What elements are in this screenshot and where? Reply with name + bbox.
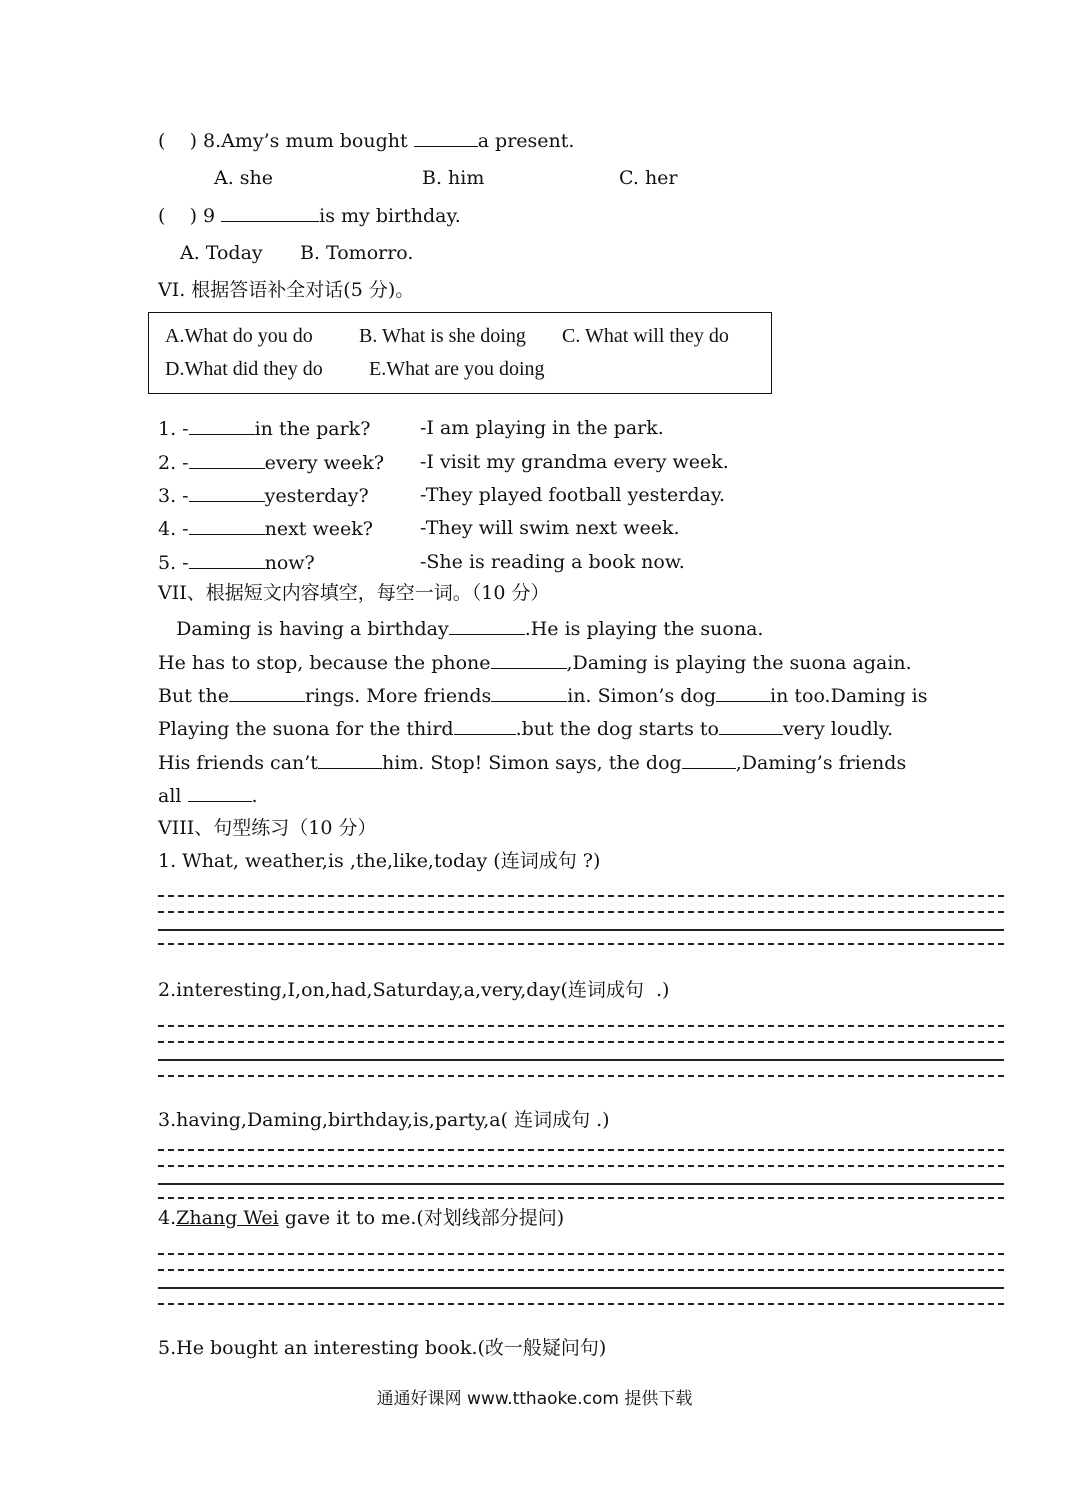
answer-line[interactable] <box>158 1075 1004 1077</box>
dialog-answer: -I am playing in the park. <box>420 417 664 439</box>
sentence-task-1: 1. What, weather,is ,the,like,today (连词成句 ?) <box>158 850 601 872</box>
answer-line[interactable] <box>158 1149 1004 1151</box>
option-b[interactable]: B. him <box>422 167 485 189</box>
choice-b: B. What is she doing <box>359 325 526 347</box>
item-number: 1. - <box>158 418 189 440</box>
item-number: 4. - <box>158 518 189 540</box>
section-7-heading: VII、根据短文内容填空，每空一词。（10 分） <box>158 582 550 604</box>
passage-text: ,Daming is playing the suona again. <box>566 652 912 674</box>
answer-line[interactable] <box>158 1197 1004 1199</box>
answer-line[interactable] <box>158 1183 1004 1185</box>
question-text: in the park? <box>254 418 371 440</box>
passage-text: .He is playing the suona. <box>524 618 764 640</box>
task-number: 4. <box>158 1207 177 1229</box>
answer-paren: ( ) 8. <box>158 130 222 152</box>
item-number: 3. - <box>158 485 189 507</box>
option-c[interactable]: C. her <box>619 167 678 189</box>
answer-blank[interactable] <box>189 450 265 469</box>
dialog-answer: -They will swim next week. <box>420 517 680 539</box>
task-text: gave it to me.(对划线部分提问) <box>278 1207 565 1229</box>
passage-text: rings. More friends <box>305 685 492 707</box>
answer-line[interactable] <box>158 1287 1004 1289</box>
answer-blank[interactable] <box>682 750 736 769</box>
section-8-heading: VIII、句型练习（10 分） <box>158 817 377 839</box>
dialog-answer: -I visit my grandma every week. <box>420 451 729 473</box>
passage-text: He has to stop, because the phone <box>158 652 491 674</box>
answer-blank[interactable] <box>491 650 567 669</box>
dialog-item <box>158 416 370 441</box>
item-number: 5. - <box>158 552 189 574</box>
answer-line[interactable] <box>158 1059 1004 1061</box>
passage-text: His friends can’t <box>158 752 318 774</box>
answer-blank[interactable] <box>189 516 265 535</box>
passage-line <box>158 683 928 708</box>
answer-blank[interactable] <box>188 783 252 802</box>
sentence-task-2: 2.interesting,I,on,had,Saturday,a,very,day(连词成句 .) <box>158 979 670 1001</box>
passage-text: Daming is having a birthday <box>158 618 449 640</box>
section-6-heading: VI. 根据答语补全对话(5 分)。 <box>158 279 415 301</box>
answer-line[interactable] <box>158 1165 1004 1167</box>
question-text: yesterday? <box>264 485 369 507</box>
question-text: a present. <box>477 130 575 152</box>
passage-text: .but the dog starts to <box>515 718 719 740</box>
passage-text: him. Stop! Simon says, the dog <box>381 752 682 774</box>
passage-line <box>158 650 912 675</box>
answer-line[interactable] <box>158 929 1004 931</box>
dialog-item <box>158 516 373 541</box>
question-8 <box>158 128 574 153</box>
question-text: Amy’s mum bought <box>221 130 414 152</box>
choice-box <box>148 312 772 394</box>
answer-line[interactable] <box>158 911 1004 913</box>
question-text: next week? <box>264 518 373 540</box>
passage-text: ,Daming’s friends <box>735 752 907 774</box>
answer-blank[interactable] <box>414 128 478 147</box>
option-b[interactable]: B. Tomorro. <box>300 242 414 264</box>
passage-text: in too.Daming is <box>770 685 928 707</box>
answer-blank[interactable] <box>318 750 382 769</box>
answer-blank[interactable] <box>719 716 783 735</box>
option-a[interactable]: A. Today <box>180 242 263 264</box>
dialog-item <box>158 450 384 475</box>
passage-text: Playing the suona for the third <box>158 718 454 740</box>
question-text: is my birthday. <box>319 205 461 227</box>
dialog-answer: -They played football yesterday. <box>420 484 726 506</box>
passage-line <box>158 750 906 775</box>
answer-blank[interactable] <box>454 716 516 735</box>
passage-line <box>158 716 893 741</box>
answer-blank[interactable] <box>491 683 567 702</box>
option-a[interactable]: A. she <box>214 167 274 189</box>
answer-blank[interactable] <box>716 683 770 702</box>
choice-c: C. What will they do <box>562 325 729 347</box>
sentence-task-4 <box>158 1206 564 1230</box>
passage-text: But the <box>158 685 229 707</box>
passage-line <box>158 783 258 808</box>
item-number: 2. - <box>158 452 189 474</box>
underlined-phrase: Zhang Wei <box>176 1207 279 1229</box>
answer-blank[interactable] <box>189 416 255 435</box>
passage-text: very loudly. <box>782 718 894 740</box>
question-9 <box>158 203 461 228</box>
answer-blank[interactable] <box>229 683 305 702</box>
passage-text: in. Simon’s dog <box>567 685 717 707</box>
answer-line[interactable] <box>158 1303 1004 1305</box>
answer-blank[interactable] <box>221 203 319 222</box>
answer-blank[interactable] <box>189 483 265 502</box>
dialog-item <box>158 483 369 508</box>
answer-line[interactable] <box>158 1269 1004 1271</box>
sentence-task-5: 5.He bought an interesting book.(改一般疑问句) <box>158 1337 607 1359</box>
passage-line <box>158 616 763 641</box>
dialog-answer: -She is reading a book now. <box>420 551 685 573</box>
answer-blank[interactable] <box>189 550 265 569</box>
answer-line[interactable] <box>158 895 1004 897</box>
sentence-task-3: 3.having,Daming,birthday,is,party,a( 连词成句 .) <box>158 1109 610 1131</box>
footer-note: 通通好课网 www.tthaoke.com 提供下载 <box>376 1389 693 1409</box>
choice-a: A.What do you do <box>165 325 313 347</box>
dialog-item <box>158 550 315 575</box>
answer-blank[interactable] <box>449 616 525 635</box>
choice-d: D.What did they do <box>165 358 323 380</box>
answer-paren: ( ) 9 <box>158 205 222 227</box>
passage-text: . <box>251 785 258 807</box>
answer-line[interactable] <box>158 1041 1004 1043</box>
question-text: now? <box>264 552 315 574</box>
passage-text: all <box>158 785 188 807</box>
question-text: every week? <box>264 452 385 474</box>
answer-line[interactable] <box>158 943 1004 945</box>
answer-line[interactable] <box>158 1025 1004 1027</box>
answer-line[interactable] <box>158 1253 1004 1255</box>
choice-e: E.What are you doing <box>369 358 545 380</box>
